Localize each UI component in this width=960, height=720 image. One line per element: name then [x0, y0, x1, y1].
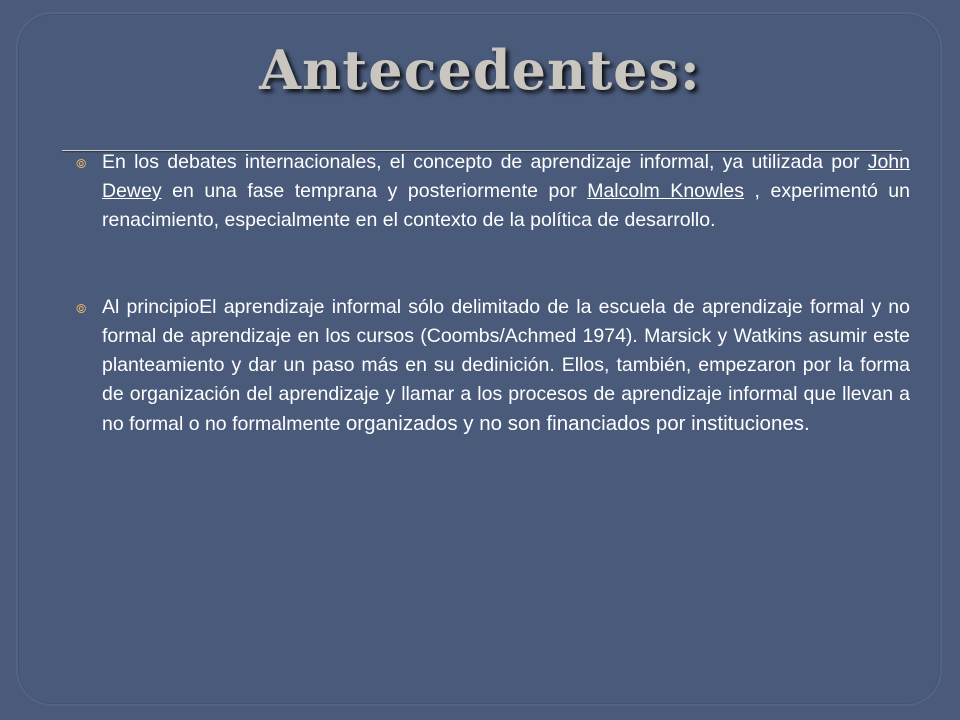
paragraph-2 [70, 293, 910, 439]
slide-body [70, 148, 910, 439]
paragraph-1 [70, 148, 910, 235]
link-john-dewey[interactable]: John Dewey [102, 151, 910, 202]
bullet-circle-icon: ⦾ [76, 156, 87, 171]
paragraph-1-text-b: en una fase temprana y posteriormente por [161, 180, 588, 202]
link-malcolm-knowles[interactable]: Malcolm Knowles [587, 180, 745, 202]
paragraph-1-text-a: En los debates internacionales, el concepto de aprendizaje informal, ya utilizada por [102, 151, 868, 173]
paragraph-2-text-end: organizados y no son financiados por instituciones. [345, 412, 810, 435]
paragraph-2-text: Al principioEl aprendizaje informal sólo delimitado de la escuela de aprendizaje formal y no formal de aprendizaje en los cursos (Coombs/Achmed 1974). Marsick y Watkins asumir este planteamiento y dar un paso más en su dedinición. Ellos, también, empezaron por la forma de organización del aprendizaje y llamar a los procesos de aprendizaje informal que llevan a no formal o no formalmente [102, 296, 910, 435]
slide-title: Antecedentes: [259, 38, 701, 102]
paragraph-1-text-c: , experimentó un renacimiento, especialmente en el contexto de la política de desarrollo. [102, 180, 910, 231]
bullet-circle-icon: ⦾ [76, 301, 87, 316]
